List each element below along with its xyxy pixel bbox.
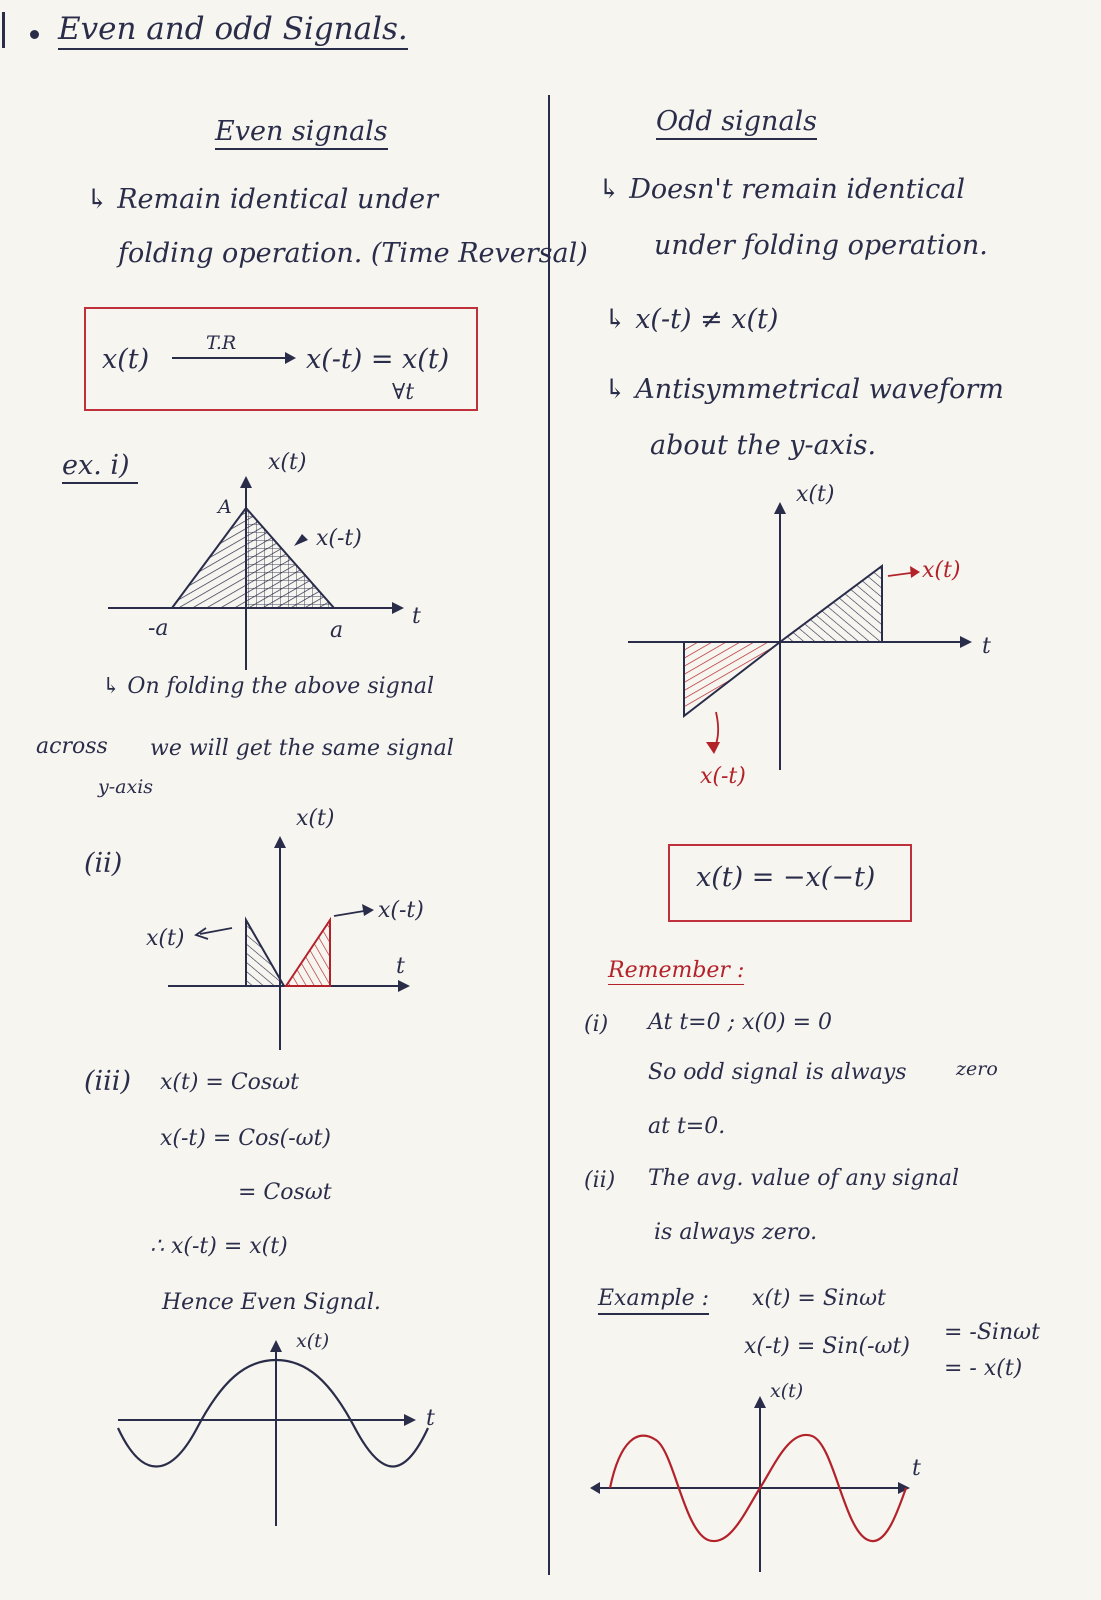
ex1-curve-label: x(-t): [316, 526, 362, 551]
even-box-rhs: x(-t) = x(t): [306, 344, 450, 375]
ex2-folded-graph: [0, 820, 420, 1060]
example-label: Example :: [598, 1288, 709, 1315]
folding-line1: ↳ On folding the above signal: [102, 674, 435, 699]
margin-mark: [2, 12, 5, 48]
even-box-lhs: x(t): [102, 344, 150, 375]
ex2-axis-x-label: t: [396, 954, 405, 979]
remember-ii-line1: The avg. value of any signal: [648, 1166, 960, 1191]
ex3-label: (iii): [84, 1066, 131, 1097]
odd-graph-pos-label: x(t): [922, 558, 961, 583]
odd-anti-line2: about the y-axis.: [650, 430, 877, 461]
ex1-pos-label: a: [330, 618, 344, 643]
even-box-forall: ∀t: [392, 380, 415, 405]
remember-i-label: (i): [584, 1012, 609, 1037]
ex2-right-label: x(-t): [378, 898, 424, 923]
example-axis-y-label: x(t): [770, 1380, 804, 1402]
odd-box-text: x(t) = −x(−t): [696, 862, 876, 893]
example-axis-x-label: t: [912, 1456, 921, 1481]
ex2-label: (ii): [84, 848, 123, 879]
odd-desc-line1: ↳ Doesn't remain identical: [598, 174, 966, 205]
ex1-label: ex. i): [62, 452, 138, 484]
column-divider: [548, 95, 550, 1575]
odd-desc-line2: under folding operation.: [654, 230, 988, 261]
page-title: Even and odd Signals.: [58, 14, 408, 50]
example-line2b: = -Sinωt: [944, 1320, 1040, 1345]
ex2-left-label: x(t): [146, 926, 185, 951]
remember-i-zero: zero: [956, 1058, 998, 1080]
ex1-peak-label: A: [218, 496, 232, 518]
folding-line2: we will get the same signal: [150, 736, 454, 761]
odd-triangle-graph: [600, 480, 1040, 800]
even-desc-line2: folding operation. (Time Reversal): [118, 238, 588, 269]
bullet-point: [30, 30, 39, 39]
ex1-axis-y-label: x(t): [268, 450, 307, 475]
ex3-line1: x(t) = Cosωt: [160, 1070, 299, 1095]
remember-ii-line2: is always zero.: [654, 1220, 818, 1245]
odd-anti-line1: ↳ Antisymmetrical waveform: [604, 374, 1004, 405]
ex3-line2: x(-t) = Cos(-ωt): [160, 1126, 332, 1151]
remember-title: Remember :: [608, 958, 745, 983]
ex3-line3: = Cosωt: [238, 1180, 332, 1205]
remember-i-line1: At t=0 ; x(0) = 0: [648, 1010, 832, 1035]
odd-inequality: ↳ x(-t) ≠ x(t): [604, 304, 779, 335]
ex3-axis-y-label: x(t): [296, 1330, 330, 1352]
odd-graph-neg-label: x(-t): [700, 764, 746, 789]
even-desc-line1: ↳ Remain identical under: [86, 184, 438, 215]
ex3-axis-x-label: t: [426, 1406, 435, 1431]
ex3-line5: Hence Even Signal.: [162, 1290, 381, 1315]
ex2-axis-y-label: x(t): [296, 806, 335, 831]
remember-ii-label: (ii): [584, 1168, 616, 1193]
ex1-triangle-graph: [0, 460, 420, 690]
example-line1: x(t) = Sinωt: [752, 1286, 886, 1311]
even-box-arrow-label: T.R: [206, 332, 237, 354]
ex1-neg-label: -a: [148, 616, 169, 641]
across-note: across: [36, 734, 108, 759]
even-heading: Even signals: [215, 118, 388, 150]
example-line2: x(-t) = Sin(-ωt): [744, 1334, 910, 1359]
remember-i-line2: So odd signal is always: [648, 1060, 907, 1085]
example-line3: = - x(t): [944, 1356, 1023, 1381]
ex1-axis-x-label: t: [412, 604, 421, 629]
ex3-line4: ∴ x(-t) = x(t): [150, 1234, 288, 1259]
y-axis-note: y-axis: [98, 776, 154, 798]
example-sine-graph: [580, 1380, 1040, 1590]
odd-graph-axis-y-label: x(t): [796, 482, 835, 507]
remember-i-line3: at t=0.: [648, 1114, 726, 1139]
odd-heading: Odd signals: [656, 108, 817, 140]
ex3-cosine-graph: [0, 1330, 450, 1580]
odd-graph-axis-x-label: t: [982, 634, 991, 659]
